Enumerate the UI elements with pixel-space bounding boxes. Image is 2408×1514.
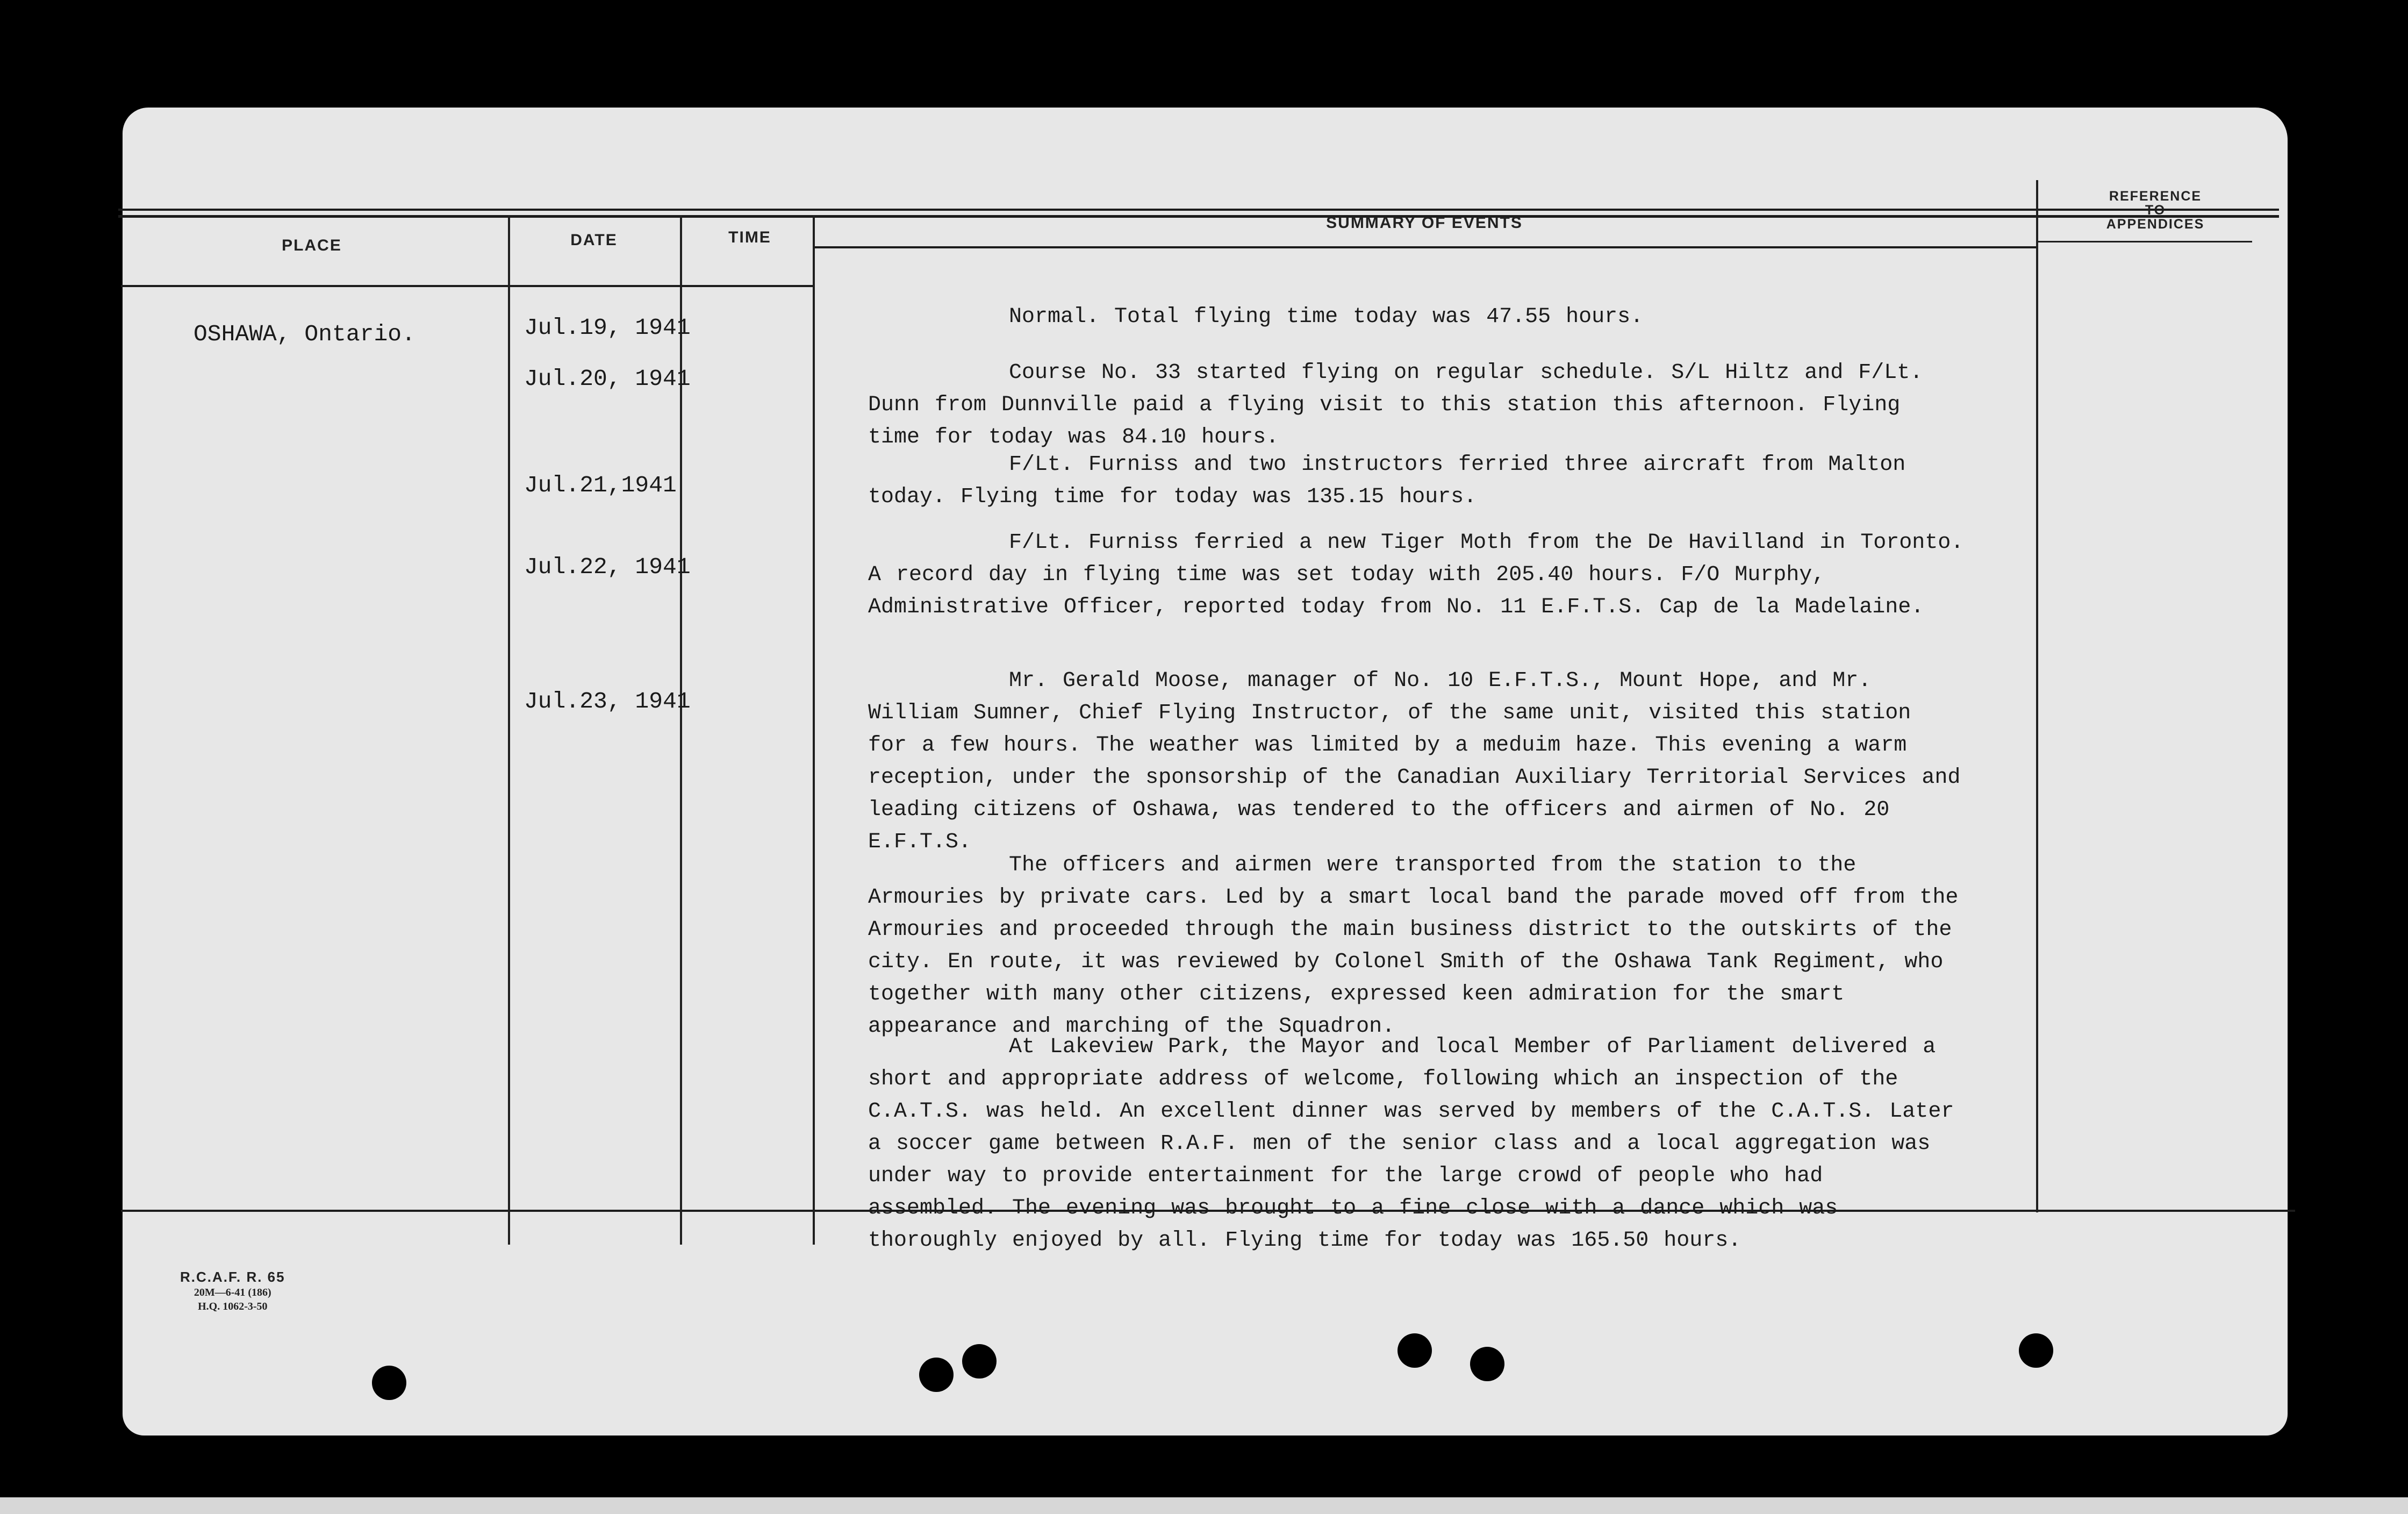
form-hq-reference: H.Q. 1062-3-50 (198, 1301, 268, 1312)
form-print-run: 20M—6-41 (186) (194, 1287, 271, 1298)
header-time: TIME (728, 228, 771, 246)
summary-entry-2: Course No. 33 started flying on regular schedule. S/L Hiltz and F/Lt. Dunn from Dunnville paid a flying visit to this station this afternoon. Flying time for today was 84.10 hours. (868, 361, 1923, 449)
header-reference (2059, 188, 2252, 232)
header-rule-summary (814, 246, 2037, 248)
punch-hole (1398, 1333, 1432, 1368)
column-divider-time-summary (813, 215, 815, 1245)
summary-entry-6: The officers and airmen were transported from the station to the Armouries by private cars. Led by a smart local band the parade moved off from the Armouries and proceeded through the main business district to the outskirts of the city. En route, it was reviewed by Colonel Smith of the Oshawa Tank Regiment, who together with many other citizens, expressed keen admiration for the smart appearance and marching of the Squadron. (868, 853, 1959, 1039)
header-rule-right (2037, 241, 2252, 242)
column-divider-place-date (508, 215, 510, 1245)
header-date: DATE (570, 231, 618, 249)
summary-entry-3: F/Lt. Furniss and two instructors ferried three aircraft from Malton today. Flying time for today was 135.15 hours. (868, 453, 1906, 509)
header-summary: SUMMARY OF EVENTS (1326, 214, 1523, 232)
top-rule-2 (118, 215, 2279, 218)
column-divider-summary-reference (2036, 180, 2038, 1212)
form-code: R.C.A.F. R. 65 (180, 1269, 285, 1285)
date-entry-5: Jul.23, 1941 (524, 688, 691, 715)
summary-entry-7: At Lakeview Park, the Mayor and local Member of Parliament delivered a short and appropriate address of welcome, following which an inspection of the C.A.T.S. was held. An excellent dinner was served by members of the C.A.T.S. Later a soccer game between R.A.F. men of the senior class and a local aggregation was under way to provide entertainment for the large crowd of people who had assembled. The evening was brought to a fine close with a dance which was thoroughly enjoyed by all. Flying time for today was 165.50 hours. (868, 1035, 1954, 1253)
date-entry-4: Jul.22, 1941 (524, 554, 691, 580)
header-place: PLACE (282, 237, 342, 254)
date-entry-3: Jul.21,1941 (524, 472, 677, 498)
header-rule-left (121, 285, 814, 287)
punch-hole (372, 1366, 406, 1400)
place-entry: OSHAWA, Ontario. (194, 321, 415, 347)
header-reference-line-3: APPENDICES (2106, 217, 2205, 232)
summary-entry-4: F/Lt. Furniss ferried a new Tiger Moth from the De Havilland in Toronto. A record day in flying time was set today with 205.40 hours. F/O Murphy, Administrative Officer, reported today from No. 11 E.F.T.S. Cap de la Madelaine. (868, 531, 1964, 619)
punch-hole (919, 1358, 954, 1392)
header-reference-line-1: REFERENCE (2109, 189, 2202, 204)
date-entry-2: Jul.20, 1941 (524, 366, 691, 392)
top-rule-1 (118, 209, 2279, 211)
date-entry-1: Jul.19, 1941 (524, 315, 691, 341)
form-number-label (180, 1269, 285, 1313)
punch-hole (962, 1344, 997, 1379)
scanner-bed-edge (0, 1497, 2408, 1514)
summary-entry-5: Mr. Gerald Moose, manager of No. 10 E.F.T.S., Mount Hope, and Mr. William Sumner, Chief Flying Instructor, of the same unit, visited this station for a few hours. The weather was limited by a meduim haze. This evening a warm reception, under the sponsorship of the Canadian Auxiliary Territorial Services and leading citizens of Oshawa, was tendered to the officers and airmen of No. 20 E.F.T.S. (868, 669, 1961, 854)
punch-hole (2019, 1333, 2053, 1368)
punch-hole (1470, 1347, 1504, 1381)
summary-entry-1: Normal. Total flying time today was 47.55 hours. (1009, 305, 1644, 329)
header-reference-line-2: TO (2145, 203, 2166, 218)
